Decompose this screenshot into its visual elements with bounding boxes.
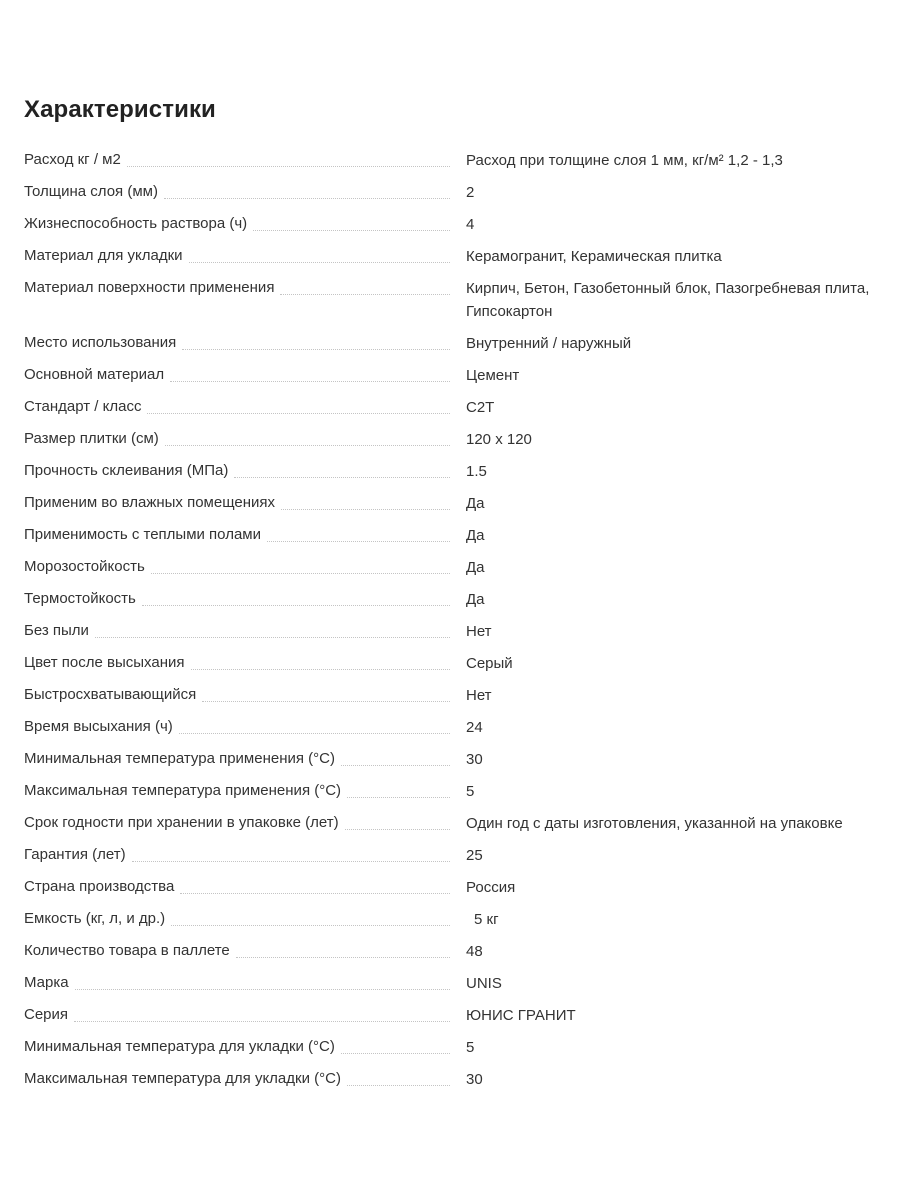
- dotted-leader: [151, 573, 450, 574]
- spec-value: 25: [466, 847, 483, 864]
- spec-value: Нет: [466, 623, 492, 640]
- spec-row: [0, 841, 900, 873]
- spec-row: [0, 777, 900, 809]
- spec-label: Расход кг / м2: [24, 151, 121, 168]
- spec-label-cell: [24, 489, 450, 521]
- spec-label-cell: [24, 425, 450, 457]
- dotted-leader: [347, 1085, 450, 1086]
- spec-row: [0, 681, 900, 713]
- spec-label-cell: [24, 617, 450, 649]
- spec-row: [0, 329, 900, 361]
- spec-value: С2Т: [466, 399, 495, 416]
- dotted-leader: [236, 957, 450, 958]
- dotted-leader: [281, 509, 450, 510]
- spec-value: Да: [466, 527, 485, 544]
- spec-label-cell: [24, 457, 450, 489]
- spec-value: Да: [466, 591, 485, 608]
- spec-label: Основной материал: [24, 366, 165, 383]
- spec-label: Срок годности при хранении в упаковке (лет): [24, 814, 339, 831]
- spec-row: [0, 713, 900, 745]
- spec-label: Страна производства: [24, 878, 175, 895]
- spec-value: ЮНИС ГРАНИТ: [466, 1007, 576, 1024]
- spec-row: [0, 242, 900, 274]
- dotted-leader: [127, 166, 450, 167]
- spec-value: 30: [466, 1071, 483, 1088]
- spec-value: Внутренний / наружный: [466, 335, 632, 352]
- dotted-leader: [280, 294, 450, 295]
- spec-row: [0, 649, 900, 681]
- dotted-leader: [182, 349, 450, 350]
- spec-row: [0, 274, 900, 329]
- spec-label: Без пыли: [24, 622, 89, 639]
- dotted-leader: [345, 829, 450, 830]
- spec-value: Кирпич, Бетон, Газобетонный блок, Пазогребневая плита, Гипсокартон: [466, 280, 870, 320]
- spec-value: 5: [466, 783, 475, 800]
- spec-row: [0, 489, 900, 521]
- dotted-leader: [253, 230, 450, 231]
- dotted-leader: [179, 733, 450, 734]
- spec-value: 2: [466, 184, 475, 201]
- dotted-leader: [142, 605, 450, 606]
- spec-label-cell: [24, 521, 450, 553]
- spec-row: [0, 210, 900, 242]
- spec-label-cell: [24, 178, 450, 210]
- spec-row: [0, 585, 900, 617]
- spec-label-cell: [24, 937, 450, 969]
- spec-value: Серый: [466, 655, 513, 672]
- spec-value: 1.5: [466, 463, 487, 480]
- spec-label: Минимальная температура применения (°C): [24, 750, 335, 767]
- dotted-leader: [202, 701, 450, 702]
- section-title: Характеристики: [24, 96, 216, 123]
- spec-value: 4: [466, 216, 475, 233]
- dotted-leader: [74, 1021, 450, 1022]
- spec-label: Максимальная температура применения (°C): [24, 782, 342, 799]
- dotted-leader: [341, 1053, 450, 1054]
- spec-row: [0, 457, 900, 489]
- dotted-leader: [171, 925, 450, 926]
- spec-label-cell: [24, 841, 450, 873]
- dotted-leader: [95, 637, 450, 638]
- spec-label-cell: [24, 969, 450, 1001]
- spec-row: [0, 745, 900, 777]
- spec-label: Стандарт / класс: [24, 398, 142, 415]
- dotted-leader: [75, 989, 450, 990]
- spec-label: Материал для укладки: [24, 247, 183, 264]
- spec-row: [0, 521, 900, 553]
- dotted-leader: [170, 381, 450, 382]
- spec-label: Прочность склеивания (МПа): [24, 462, 229, 479]
- spec-label: Время высыхания (ч): [24, 718, 173, 735]
- spec-label-cell: [24, 553, 450, 585]
- spec-label: Марка: [24, 974, 69, 991]
- spec-label: Гарантия (лет): [24, 846, 126, 863]
- spec-row: [0, 1033, 900, 1065]
- spec-label-cell: [24, 809, 450, 841]
- spec-label: Минимальная температура для укладки (°C): [24, 1038, 335, 1055]
- spec-label: Место использования: [24, 334, 177, 351]
- spec-label-cell: [24, 210, 450, 242]
- spec-label-cell: [24, 873, 450, 905]
- spec-row: [0, 393, 900, 425]
- spec-row: [0, 1001, 900, 1033]
- specs-list: [0, 146, 900, 1097]
- spec-value: Да: [466, 495, 485, 512]
- spec-value: 24: [466, 719, 483, 736]
- spec-label-cell: [24, 242, 450, 274]
- spec-label-cell: [24, 905, 450, 937]
- spec-row: [0, 873, 900, 905]
- spec-label: Серия: [24, 1006, 69, 1023]
- dotted-leader: [267, 541, 450, 542]
- spec-value: Россия: [466, 879, 516, 896]
- spec-label: Размер плитки (см): [24, 430, 159, 447]
- spec-value: 120 x 120: [466, 431, 532, 448]
- spec-row: [0, 146, 900, 178]
- spec-value: 5 кг: [474, 911, 499, 928]
- spec-value: Расход при толщине слоя 1 мм, кг/м² 1,2 - 1,3: [466, 152, 783, 169]
- dotted-leader: [341, 765, 450, 766]
- spec-label: Быстросхватывающийся: [24, 686, 197, 703]
- spec-label-cell: [24, 585, 450, 617]
- spec-label: Максимальная температура для укладки (°C): [24, 1070, 341, 1087]
- spec-value: Нет: [466, 687, 492, 704]
- spec-label-cell: [24, 329, 450, 361]
- spec-row: [0, 905, 900, 937]
- spec-label: Емкость (кг, л, и др.): [24, 910, 166, 927]
- spec-label: Количество товара в паллете: [24, 942, 230, 959]
- dotted-leader: [132, 861, 450, 862]
- spec-row: [0, 553, 900, 585]
- spec-label: Материал поверхности применения: [24, 279, 275, 296]
- spec-value: Цемент: [466, 367, 520, 384]
- spec-label-cell: [24, 745, 450, 777]
- spec-label-cell: [24, 1001, 450, 1033]
- spec-row: [0, 937, 900, 969]
- spec-label-cell: [24, 274, 450, 306]
- spec-value: Керамогранит, Керамическая плитка: [466, 248, 722, 265]
- spec-label-cell: [24, 713, 450, 745]
- spec-value: Да: [466, 559, 485, 576]
- spec-label-cell: [24, 393, 450, 425]
- spec-value: 48: [466, 943, 483, 960]
- dotted-leader: [147, 413, 450, 414]
- dotted-leader: [165, 445, 450, 446]
- dotted-leader: [164, 198, 450, 199]
- spec-label-cell: [24, 681, 450, 713]
- spec-label-cell: [24, 1033, 450, 1065]
- spec-label-cell: [24, 146, 450, 178]
- dotted-leader: [191, 669, 451, 670]
- spec-value: 30: [466, 751, 483, 768]
- spec-row: [0, 1065, 900, 1097]
- spec-row: [0, 809, 900, 841]
- spec-label: Применим во влажных помещениях: [24, 494, 276, 511]
- dotted-leader: [347, 797, 450, 798]
- spec-label-cell: [24, 1065, 450, 1097]
- dotted-leader: [180, 893, 450, 894]
- dotted-leader: [189, 262, 450, 263]
- spec-value: 5: [466, 1039, 475, 1056]
- spec-label: Жизнеспособность раствора (ч): [24, 215, 248, 232]
- spec-label: Толщина слоя (мм): [24, 183, 158, 200]
- spec-value: Один год с даты изготовления, указанной на упаковке: [466, 815, 843, 832]
- spec-label: Термостойкость: [24, 590, 136, 607]
- spec-label-cell: [24, 361, 450, 393]
- spec-label: Применимость с теплыми полами: [24, 526, 261, 543]
- spec-row: [0, 361, 900, 393]
- spec-label-cell: [24, 649, 450, 681]
- spec-row: [0, 178, 900, 210]
- spec-row: [0, 425, 900, 457]
- spec-label: Морозостойкость: [24, 558, 145, 575]
- spec-row: [0, 617, 900, 649]
- dotted-leader: [234, 477, 450, 478]
- spec-label-cell: [24, 777, 450, 809]
- spec-row: [0, 969, 900, 1001]
- spec-label: Цвет после высыхания: [24, 654, 185, 671]
- spec-value: UNIS: [466, 975, 502, 992]
